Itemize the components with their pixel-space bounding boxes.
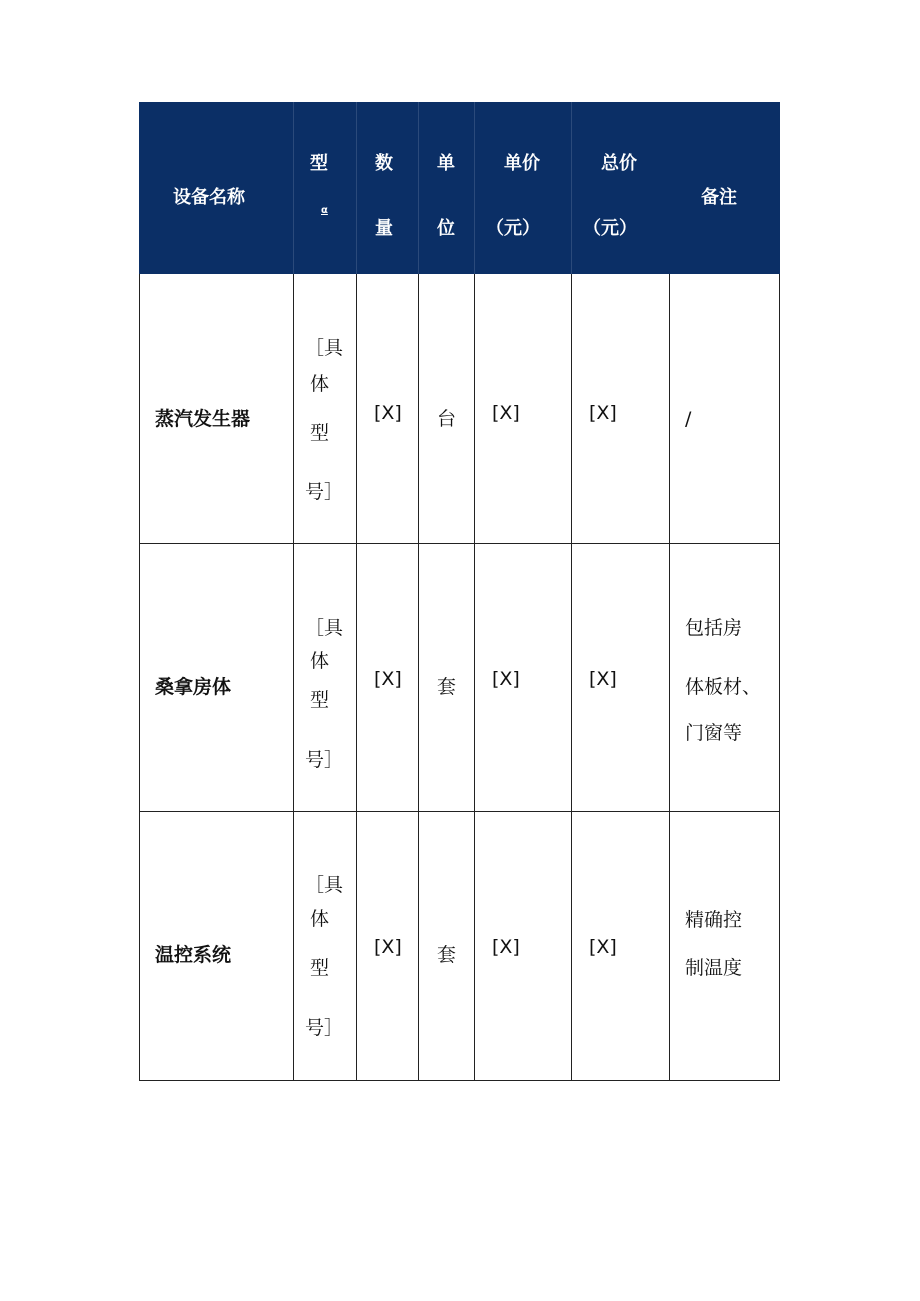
- table-row-2-model-line-1: ［具: [305, 617, 344, 639]
- table-row-2-qty: [X]: [374, 668, 402, 690]
- table-row-3-unit: 套: [437, 944, 457, 966]
- table-row-3-model-line-3: 型: [310, 957, 330, 979]
- table-row-3-unit-price: [X]: [492, 936, 520, 958]
- table-row-2-unit-price: [X]: [492, 668, 520, 690]
- header-unit-price-bottom: （元）: [486, 218, 540, 239]
- table-row-1-model-line-1: ［具: [305, 337, 344, 359]
- table-row-3-name-cell: [139, 812, 293, 1081]
- header-qty-cell: [356, 102, 418, 274]
- table-row-1-unit: 台: [437, 408, 457, 430]
- table-row-1-notes-cell: [669, 274, 780, 544]
- table-row-2-model-line-3: 型: [310, 689, 330, 711]
- table-row-2-total-price-cell: [571, 544, 669, 812]
- header-unit-price-cell: [474, 102, 571, 274]
- table-row-3-model-cell: [293, 812, 356, 1081]
- header-total-price-cell: [571, 102, 780, 274]
- table-row-2-model-cell: [293, 544, 356, 812]
- header-qty-bottom: 量: [375, 218, 393, 239]
- table-row-3-name: 温控系统: [155, 944, 232, 966]
- table-row-1-total-price: [X]: [589, 402, 617, 424]
- table-row-2-notes-line-2: 体板材、: [685, 676, 762, 698]
- equipment-table: [139, 102, 780, 1081]
- table-row-1-name-cell: [139, 274, 293, 544]
- header-model-bottom: α: [321, 205, 328, 216]
- table-row-2-qty-cell: [356, 544, 418, 812]
- table-row-3-model-line-1: ［具: [305, 874, 344, 896]
- table-row-1-name: 蒸汽发生器: [155, 408, 251, 430]
- table-row-2-notes-line-1: 包括房: [685, 617, 743, 639]
- table-row-3-unit-cell: [418, 812, 474, 1081]
- table-row-3-unit-price-cell: [474, 812, 571, 1081]
- header-unit-top: 单: [437, 153, 455, 174]
- table-row-1-model-line-3: 型: [310, 422, 330, 444]
- header-unit-bottom: 位: [437, 218, 455, 239]
- table-row-1-model-line-2: 体: [310, 373, 330, 395]
- table-row-1-model-cell: [293, 274, 356, 544]
- table-row-1-model-line-4: 号］: [305, 481, 344, 503]
- table-row-2-notes-line-3: 门窗等: [685, 722, 743, 744]
- table-row-2-name-cell: [139, 544, 293, 812]
- table-row-1-unit-price-cell: [474, 274, 571, 544]
- table-row-2-unit-price-cell: [474, 544, 571, 812]
- header-total-price-top: 总价: [601, 153, 637, 174]
- table-row-2-unit: 套: [437, 676, 457, 698]
- table-row-2-notes-cell: [669, 544, 780, 812]
- header-model-top: 型: [310, 153, 328, 174]
- table-row-3-qty-cell: [356, 812, 418, 1081]
- table-row-1-unit-cell: [418, 274, 474, 544]
- table-row-3-model-line-4: 号］: [305, 1017, 344, 1039]
- table-row-2-model-line-4: 号］: [305, 749, 344, 771]
- header-name-cell: [139, 102, 293, 274]
- header-model-cell: [293, 102, 356, 274]
- header-name: 设备名称: [173, 187, 245, 208]
- table-row-2-total-price: [X]: [589, 668, 617, 690]
- table-row-3-total-price: [X]: [589, 936, 617, 958]
- header-unit-price-top: 单价: [504, 153, 540, 174]
- table-row-3-model-line-2: 体: [310, 908, 330, 930]
- table-row-3-notes-cell: [669, 812, 780, 1081]
- table-row-3-total-price-cell: [571, 812, 669, 1081]
- header-unit-cell: [418, 102, 474, 274]
- table-row-1-total-price-cell: [571, 274, 669, 544]
- header-notes: 备注: [701, 187, 737, 208]
- header-total-price-bottom: （元）: [583, 218, 637, 239]
- table-row-2-model-line-2: 体: [310, 650, 330, 672]
- table-row-1-notes-line-1: /: [685, 408, 692, 430]
- table-row-1-qty-cell: [356, 274, 418, 544]
- header-qty-top: 数: [375, 153, 393, 174]
- table-row-3-qty: [X]: [374, 936, 402, 958]
- table-row-3-notes-line-2: 制温度: [685, 957, 743, 979]
- table-row-1-unit-price: [X]: [492, 402, 520, 424]
- table-row-3-notes-line-1: 精确控: [685, 909, 743, 931]
- table-row-2-unit-cell: [418, 544, 474, 812]
- table-row-2-name: 桑拿房体: [155, 676, 232, 698]
- table-row-1-qty: [X]: [374, 402, 402, 424]
